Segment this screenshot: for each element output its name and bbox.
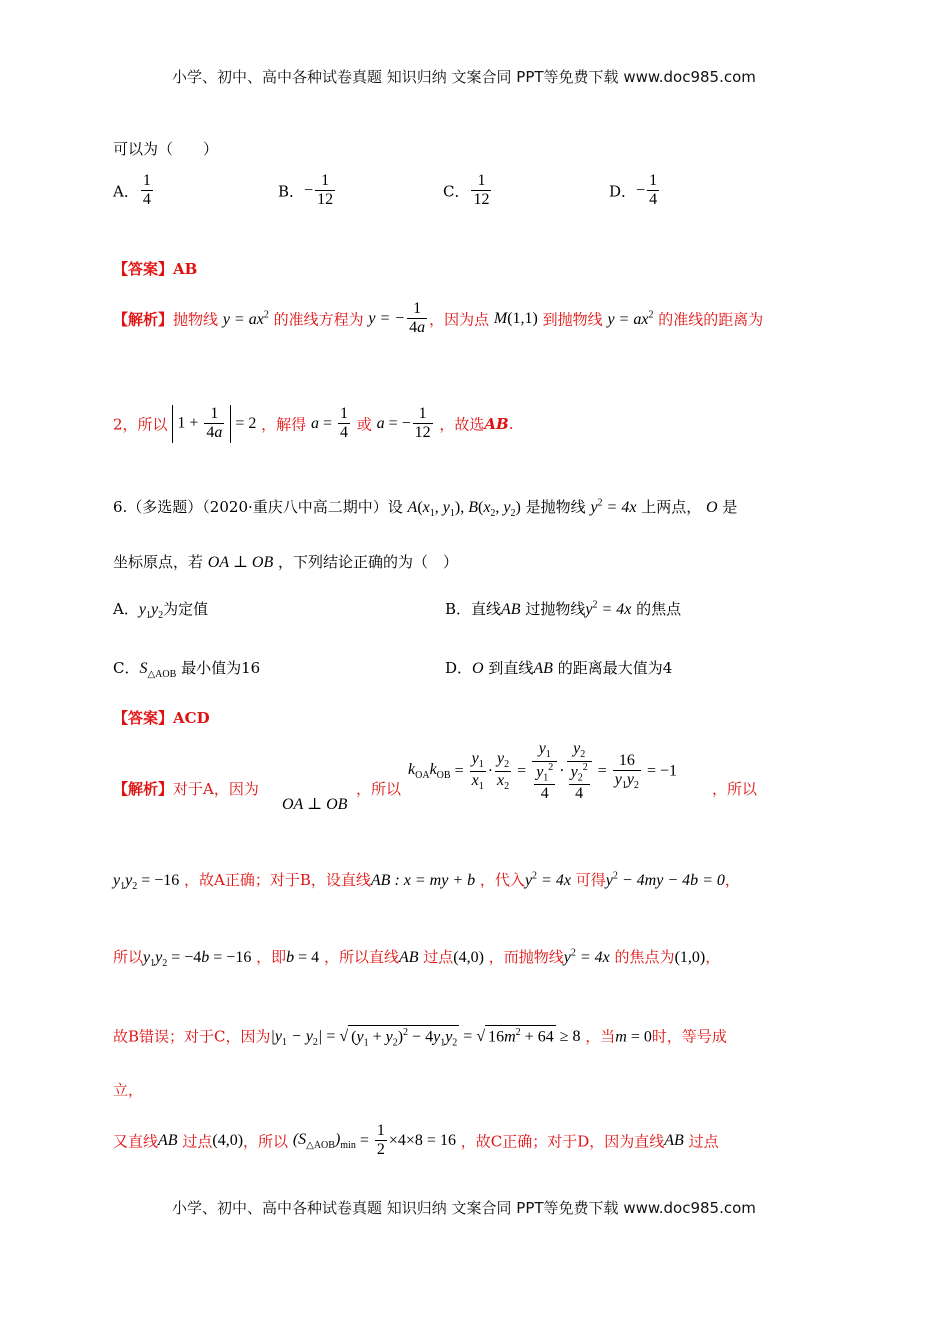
- q5-analysis-line2: 2，所以 1 + $\frac{1}{4a}$ = 2 ，解得 a = $\frac{1}{4}$ 或 a = − $\frac{1}{12}$ ，故选AB.: [113, 405, 514, 442]
- q6-analysis-so2: ，所以: [712, 780, 758, 798]
- q6-analysis-line6: 又直线AB 过点(4,0)，所以 $(S_{\triangle AOB})_{min}$ = $\frac{1}{2}$ ×4×8 = 16 ，故C正确；对于D，因为直线AB 过点: [113, 1122, 719, 1159]
- q6-option-a: A．$y_1y_2$为定值: [113, 600, 209, 622]
- q6-perp-expr: OA ⊥ OB: [282, 796, 348, 813]
- q6-stem-line2: 坐标原点，若 OA ⊥ OB ，下列结论正确的为（ ）: [113, 553, 459, 571]
- q5-option-a: A． $\frac{1}{4}$: [113, 172, 151, 209]
- q5-analysis-line1: 【解析】抛物线 $y = ax^2$ 的准线方程为 y = − $\frac{1}{4a}$ ，因为点 M(1,1) 到抛物线 $y = ax^2$ 的准线的距离为: [113, 300, 764, 337]
- q6-option-d: D．O 到直线AB 的距离最大值为4: [445, 659, 673, 677]
- page-footer: 小学、初中、高中各种试卷真题 知识归纳 文案合同 PPT等免费下载 www.doc985.com: [172, 1199, 756, 1217]
- q6-answer: 【答案】ACD: [113, 709, 210, 727]
- q6-analysis-line2: $y_1y_2 = -16$ ，故A正确；对于B，设直线AB : x = my + b ，代入$y^2 = 4x$ 可得$y^2 - 4my - 4b = 0$，: [113, 870, 740, 893]
- q5-option-c: C． $\frac{1}{12}$: [443, 172, 490, 209]
- q6-analysis-line3: 所以$y_1y_2 = -4b = -16$ ，即b = 4 ，所以直线AB 过点(4,0) ，而抛物线$y^2 = 4x$ 的焦点为(1,0)，: [113, 947, 721, 970]
- q5-option-b: B．− $\frac{1}{12}$: [278, 172, 334, 209]
- q5-answer: 【答案】AB: [113, 260, 198, 278]
- q5-option-d: D．− $\frac{1}{4}$: [609, 172, 658, 209]
- q6-stem-line1: 6.（多选题）（2020·重庆八中高二期中）设 $A(x_1$, $y_1$), $B(x_2$, $y_2$) 是抛物线 $y^2 = 4x$ 上两点， O 是: [113, 497, 738, 520]
- q6-option-b: B．直线AB 过抛物线$y^2 = 4x$ 的焦点: [445, 599, 682, 618]
- q6-analysis-line5: 立，: [113, 1081, 144, 1099]
- q5-stem-tail: 可以为（ ）: [113, 140, 219, 158]
- q6-analysis-line1: 【解析】对于A，因为: [113, 780, 259, 798]
- q6-slope-formula: $k_{OA}k_{OB}$ = $\frac{y_1}{x_1}$ · $\frac{y_2}{x_2}$ = $\frac{y_1}{\frac{y_1^2}{4}}$ · $\frac{y_2}{\frac{y_2^2}{4}}$ = $\frac{16}{y_1y_2}$ = −1: [408, 740, 678, 802]
- page-header: 小学、初中、高中各种试卷真题 知识归纳 文案合同 PPT等免费下载 www.doc985.com: [172, 68, 756, 86]
- q6-analysis-so: ，所以: [356, 780, 402, 798]
- q6-option-c: C．$S_{\triangle AOB}$ 最小值为16: [113, 659, 261, 681]
- q6-analysis-line4: 故B错误；对于C，因为$|y_1 - y_2|$ = √ $(y_1 + y_2)^2 - 4y_1y_2$ = √ $16m^2 + 64 \ge 8$ ，当m = 0时，等号成: [113, 1027, 727, 1049]
